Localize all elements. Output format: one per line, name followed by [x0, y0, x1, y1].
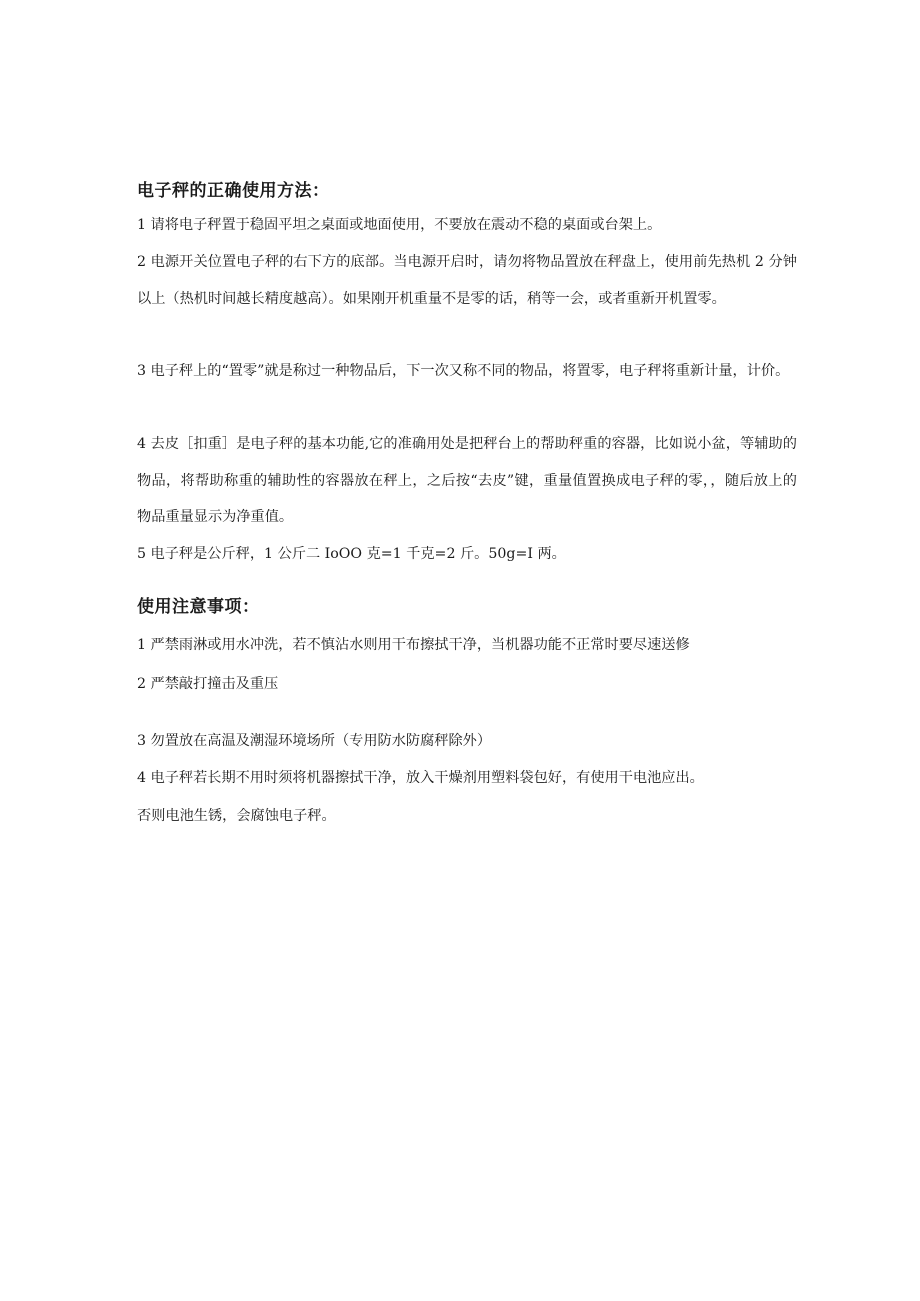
precaution-item-4: 4 电子秤若长期不用时须将机器擦拭干净，放入干燥剂用塑料袋包好，有使用干电池应出。 [137, 770, 704, 786]
usage-item-3: 3 电子秤上的“置零”就是称过一种物品后，下一次又称不同的物品，将置零，电子秤将重新计量，计价。 [137, 363, 790, 379]
usage-item-4: 4 去皮［扣重］是电子秤的基本功能,它的准确用处是把秤台上的帮助秤重的容器，比如说小盆，等辅助的物品，将帮助称重的辅助性的容器放在秤上，之后按“去皮”键，重量值置换成电子秤的零，，随后放上的物品重量显示为净重值。 [137, 436, 797, 525]
precaution-item-1: 1 严禁雨淋或用水冲洗，若不慎沾水则用干布擦拭干净，当机器功能不正常时要尽速送修 [137, 637, 690, 653]
section-heading-precautions: 使用注意事项： [137, 597, 260, 617]
precaution-item-2: 2 严禁敲打撞击及重压 [137, 676, 279, 692]
precaution-item-4-continued: 否则电池生锈，会腐蚀电子秤。 [137, 808, 336, 824]
usage-item-1: 1 请将电子秤置于稳固平坦之桌面或地面使用，不要放在震动不稳的桌面或台架上。 [137, 217, 662, 233]
section-heading-usage: 电子秤的正确使用方法： [137, 181, 330, 201]
precaution-item-3: 3 勿置放在高温及潮湿环境场所（专用防水防腐秤除外） [137, 733, 492, 749]
usage-item-2: 2 电源开关位置电子秤的右下方的底部。当电源开启时，请勿将物品置放在秤盘上，使用前先热机 2 分钟以上（热机时间越长精度越高）。如果刚开机重量不是零的话，稍等一会，或者重新开机置零。 [137, 254, 797, 307]
usage-item-5: 5 电子秤是公斤秤，1 公斤二 IoOO 克=1 千克=2 斤。50g=I 两。 [137, 546, 566, 562]
